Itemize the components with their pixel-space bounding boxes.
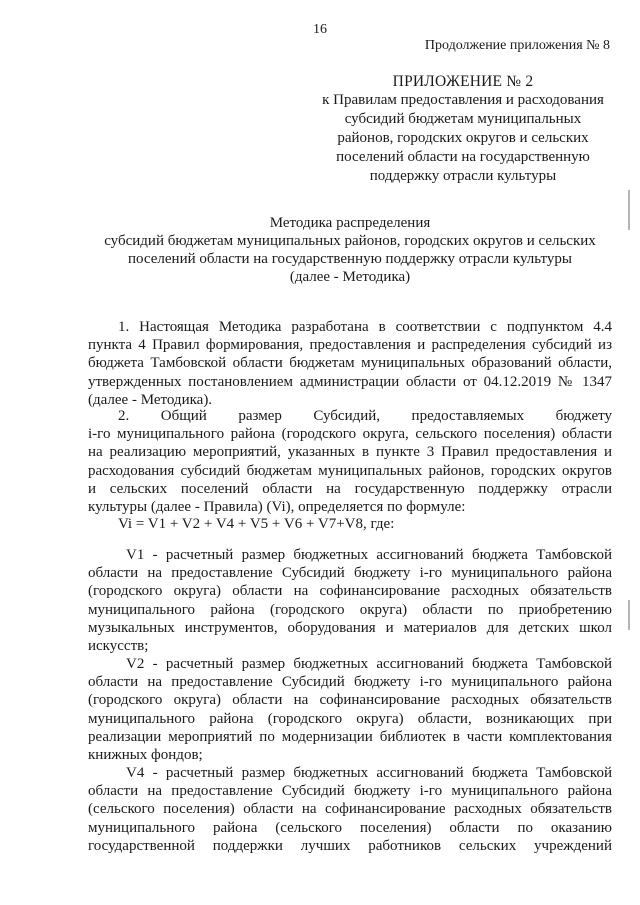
paragraph-line: V2 - расчетный размер бюджетных ассигнований бюджета Тамбовской [126,656,612,672]
appendix-line: поселений области на государственную [336,149,590,165]
paragraph-line: музыкальных инструментов, оборудования и материалов для детских школ [88,619,612,636]
appendix-block [318,72,608,186]
definition-v1 [88,546,612,655]
paragraph-line: и сельских поселений области на государственную поддержку отрасли [88,480,612,497]
definition-v2 [88,655,612,764]
paragraph-line: 2. Общий размер Субсидий, предоставляемых бюджету [118,408,612,424]
paragraph-line: (сельского поселения) области на софинансирование расходных обязательств [88,801,612,818]
method-title-line: поселений области на государственную поддержку отрасли культуры [128,251,572,267]
appendix-line: районов, городских округов и сельских [337,130,589,146]
definition-v4 [88,764,612,855]
paragraph-line: утвержденных постановлением администрации области от 04.12.2019 № 1347 [88,373,612,390]
paragraph-line: 1. Настоящая Методика разработана в соответствии с подпунктом 4.4 [118,319,612,335]
paragraph-line: пункта 4 Правил формирования, предоставления и распределения субсидий из [88,337,612,354]
paragraph-line: i-го муниципального района (городского округа, сельского поселения) области [88,426,612,443]
method-title-line: (далее - Методика) [289,269,411,285]
paragraph-line: расходования субсидий бюджетам муниципальных районов, городских округов [88,462,612,479]
paragraph-line: области на предоставление Субсидий бюджету i-го муниципального района [88,565,612,582]
paragraph-line: муниципального района (городского округа) области, возникающих при [88,710,612,727]
paragraph-line: области на предоставление Субсидий бюджету i-го муниципального района [88,783,612,800]
paragraph-line: книжных фондов; [88,747,203,764]
continuation-note: Продолжение приложения № 8 [424,38,610,53]
paragraph-line: муниципального района (сельского поселения) области по оказанию [88,819,612,836]
scan-edge-mark [628,190,630,230]
paragraph-line: муниципального района (городского округа) области по приобретению [88,601,612,618]
paragraph-line: реализации мероприятий по модернизации библиотек в части комплектования [88,728,612,745]
appendix-line: к Правилам предоставления и расходования [322,92,604,108]
paragraph-1 [88,318,612,409]
method-title-line: субсидий бюджетам муниципальных районов, городских округов и сельских [104,233,596,249]
paragraph-line: области на предоставление Субсидий бюджету i-го муниципального района [88,674,612,691]
paragraph-line: V4 - расчетный размер бюджетных ассигнований бюджета Тамбовской [126,765,612,781]
scan-edge-mark [628,600,630,630]
paragraph-line: бюджета Тамбовской области бюджетам муниципальных образований области, [88,355,612,372]
appendix-title: ПРИЛОЖЕНИЕ № 2 [392,73,534,90]
page-number: 16 [313,22,327,37]
appendix-line: субсидий бюджетам муниципальных [344,111,582,127]
appendix-line: поддержку отрасли культуры [369,168,557,184]
paragraph-line: (далее - Методика). [88,391,213,408]
method-title-line: Методика распределения [269,215,431,231]
paragraph-line: культуры (далее - Правила) (Vi), определяется по формуле: [88,499,466,516]
formula: Vi = V1 + V2 + V4 + V5 + V6 + V7+V8, где: [118,516,395,532]
paragraph-line: (городского округа) области на софинансирование расходных обязательств [88,583,612,600]
paragraph-line: на реализацию мероприятий, указанных в пункте 3 Правил предоставления и [88,444,612,461]
paragraph-line: (городского округа) области на софинансирование расходных обязательств [88,692,612,709]
paragraph-line: искусств; [88,638,149,655]
paragraph-line: V1 - расчетный размер бюджетных ассигнований бюджета Тамбовской [126,547,612,563]
paragraph-line: государственной поддержки лучших работников сельских учреждений [88,837,612,854]
method-title [60,214,640,286]
paragraph-2 [88,407,612,516]
